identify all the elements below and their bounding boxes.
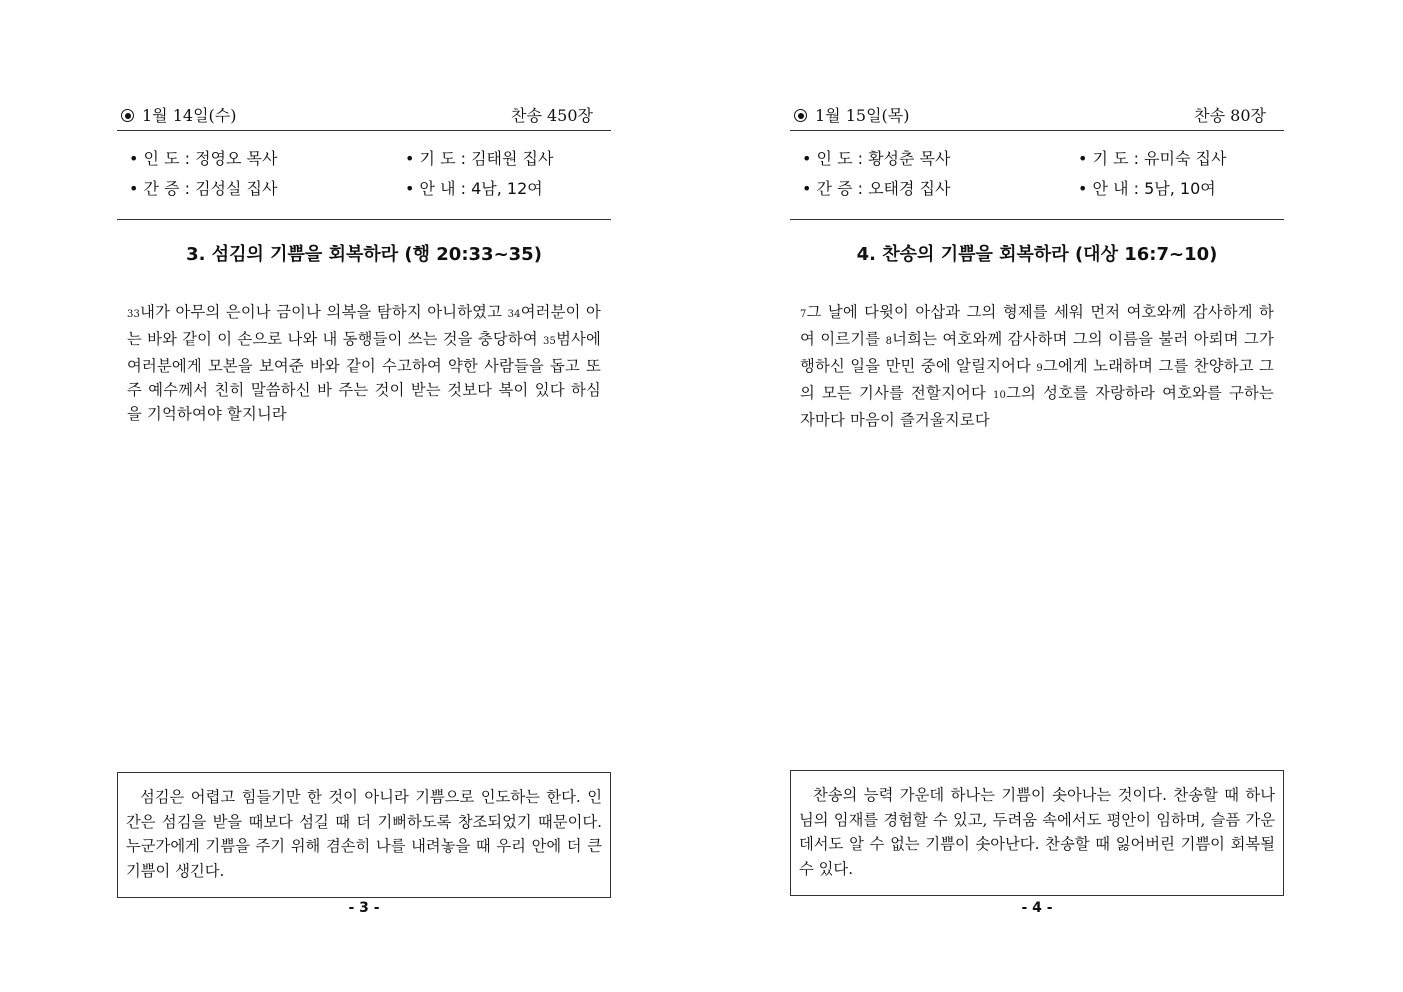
sermon-title: 4. 찬송의 기쁨을 회복하라 (대상 16:7~10): [856, 244, 1218, 265]
verse-number: 34: [507, 309, 521, 320]
bullet-circle-icon: [121, 109, 134, 122]
service-info: [117, 144, 611, 220]
verse-text: 여러분이 아는 바와 같이 이 손으로 나와 내 동행들이 쓰는 것을 충당하여: [127, 303, 601, 348]
verse-text: 그에게 노래하며 그를 찬양하고 그의 모든 기사를 전할지어다: [800, 357, 1274, 402]
verse-number: 8: [885, 336, 893, 347]
scripture-text: [800, 300, 1274, 432]
leader: • 인 도 : 정영오 목사: [129, 149, 278, 168]
meditation-box: 찬송의 능력 가운데 하나는 기쁨이 솟아나는 것이다. 찬송할 때 하나님의 임재를 경험할 수 있고, 두려움 속에서도 평안이 임하며, 슬픔 가운데서도 알 수 없는 기쁨이 솟아난다. 찬송할 때 잃어버린 기쁨이 회복될 수 있다.: [790, 770, 1284, 896]
verse-text: 내가 아무의 은이나 금이나 의복을 탐하지 아니하였고: [140, 303, 508, 321]
guide: • 안 내 : 4남, 12여: [405, 179, 543, 198]
page-right: [790, 0, 1284, 992]
hymn-number: 찬송 80장: [1194, 106, 1266, 125]
bullet-circle-icon: [794, 109, 807, 122]
header-row: [790, 104, 1284, 131]
hymn-number: 찬송 450장: [511, 106, 593, 125]
page-number: - 3 -: [348, 900, 380, 916]
verse-number: 35: [542, 336, 557, 347]
sermon-title: 3. 섬김의 기쁨을 회복하라 (행 20:33~35): [186, 244, 542, 265]
verse-text: 그 날에 다윗이 아삽과 그의 형제를 세워 먼저 여호와께 감사하게 하여 이르기를: [800, 303, 1274, 348]
prayer: • 기 도 : 유미숙 집사: [1078, 149, 1227, 168]
service-info: [790, 144, 1284, 220]
verse-text: 범사에 여러분에게 모본을 보여준 바와 같이 수고하여 약한 사람들을 돕고 또 주 예수께서 친히 말씀하신 바 주는 것이 받는 것보다 복이 있다 하심을 기억하여야 할지니라: [127, 330, 601, 423]
testimony: • 간 증 : 오태경 집사: [802, 179, 951, 198]
verse-number: 9: [1036, 363, 1043, 374]
scripture-text: [127, 300, 601, 426]
prayer: • 기 도 : 김태원 집사: [405, 149, 554, 168]
verse-text: 그의 성호를 자랑하라 여호와를 구하는 자마다 마음이 즐거울지로다: [800, 384, 1274, 429]
date: 1월 14일(수): [142, 106, 237, 125]
meditation-box: 섬김은 어렵고 힘들기만 한 것이 아니라 기쁨으로 인도하는 한다. 인간은 섬김을 받을 때보다 섬길 때 더 기뻐하도록 창조되었기 때문이다. 누군가에게 기쁨을 주기 위해 겸손히 나를 내려놓을 때 우리 안에 더 큰 기쁨이 생긴다.: [117, 772, 611, 898]
date: 1월 15일(목): [815, 106, 910, 125]
page-left: [117, 0, 611, 992]
guide: • 안 내 : 5남, 10여: [1078, 179, 1216, 198]
verse-number: 10: [993, 390, 1007, 401]
testimony: • 간 증 : 김성실 집사: [129, 179, 278, 198]
page-number: - 4 -: [1021, 900, 1053, 916]
verse-number: 7: [800, 309, 807, 320]
date-line: [794, 104, 909, 128]
verse-text: 너희는 여호와께 감사하며 그의 이름을 불러 아뢰며 그가 행하신 일을 만민 중에 알릴지어다: [800, 330, 1275, 375]
leader: • 인 도 : 황성춘 목사: [802, 149, 951, 168]
date-line: [121, 104, 236, 128]
verse-number: 33: [127, 309, 141, 320]
header-row: [117, 104, 611, 131]
